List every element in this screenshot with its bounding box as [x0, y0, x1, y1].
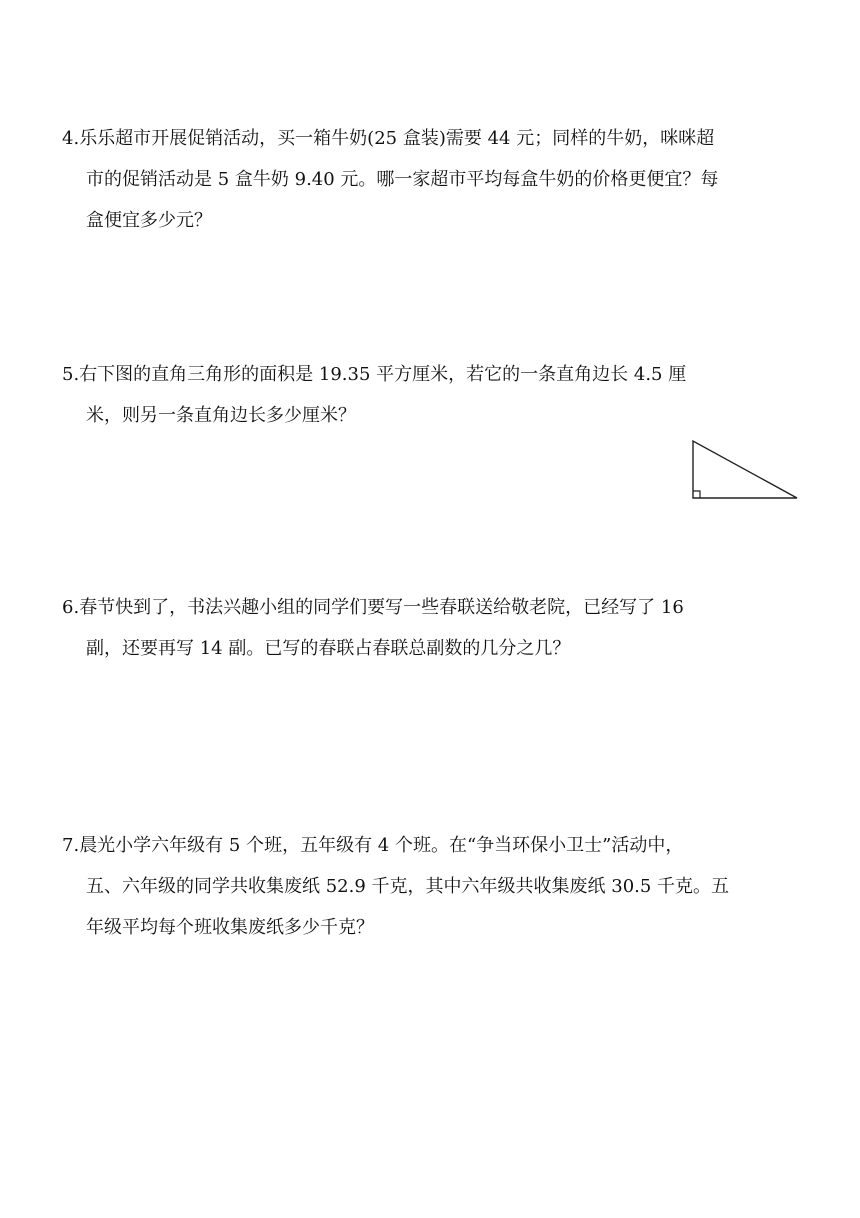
problem-7 [62, 825, 802, 948]
problem-4-line-2: 市的促销活动是 5 盒牛奶 9.40 元。哪一家超市平均每盒牛奶的价格更便宜？每 [86, 169, 719, 190]
problem-5-line-1: 5.右下图的直角三角形的面积是 19.35 平方厘米，若它的一条直角边长 4.5 厘 [62, 364, 687, 385]
problem-6-line-2: 副，还要再写 14 副。已写的春联占春联总副数的几分之几？ [86, 638, 571, 659]
problem-4-line-3: 盒便宜多少元？ [86, 210, 212, 231]
problem-4-number: 4. [62, 128, 80, 149]
problem-6-number: 6. [62, 597, 80, 618]
right-angle-marker [693, 491, 700, 498]
problem-7-line-2: 五、六年级的同学共收集废纸 52.9 千克，其中六年级共收集废纸 30.5 千克。五 [86, 876, 730, 897]
problem-7-line-3: 年级平均每个班收集废纸多少千克？ [86, 917, 374, 938]
problem-5 [62, 354, 802, 436]
right-triangle-figure [690, 438, 800, 502]
problem-4-line-1: 4.乐乐超市开展促销活动，买一箱牛奶(25 盒装)需要 44 元；同样的牛奶，咪咪超 [62, 128, 715, 149]
problem-5-line-2: 米，则另一条直角边长多少厘米？ [86, 405, 356, 426]
problem-4 [62, 118, 802, 241]
problem-7-line-1: 7.晨光小学六年级有 5 个班，五年级有 4 个班。在“争当环保小卫士”活动中， [62, 835, 684, 856]
problem-7-number: 7. [62, 835, 80, 856]
right-triangle-outline [693, 441, 797, 498]
problem-6 [62, 587, 802, 669]
problem-5-number: 5. [62, 364, 80, 385]
problem-6-line-1: 6.春节快到了，书法兴趣小组的同学们要写一些春联送给敬老院，已经写了 16 [62, 597, 684, 618]
